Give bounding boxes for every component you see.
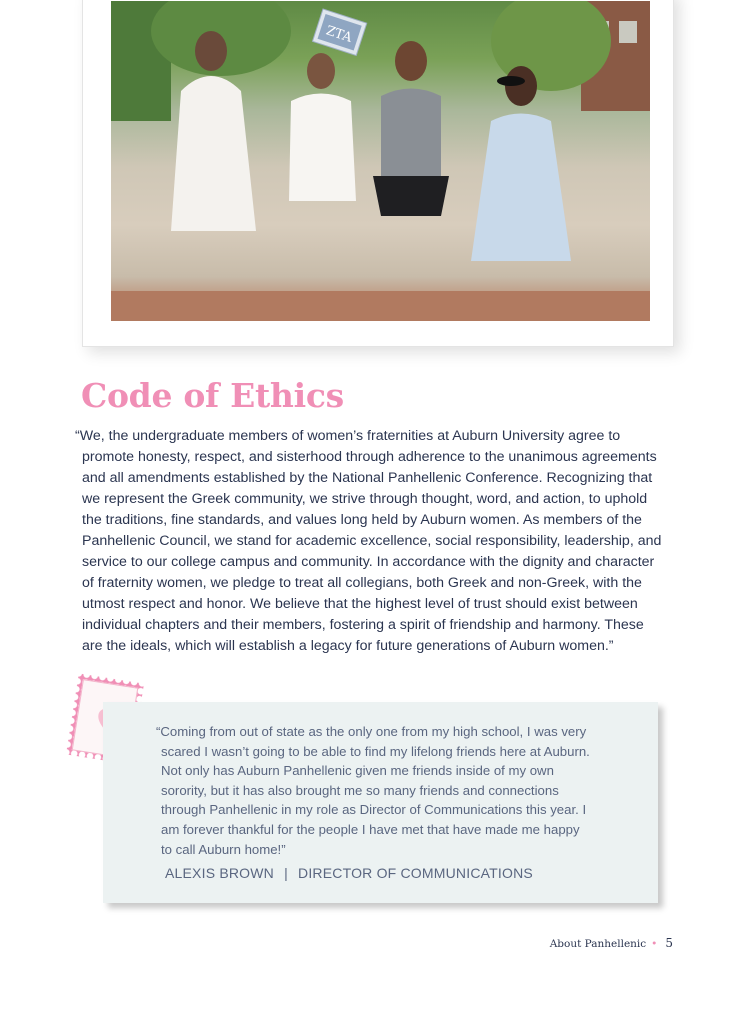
testimonial-attribution (165, 865, 533, 881)
section-heading: Code of Ethics (81, 376, 344, 415)
page-footer (550, 936, 673, 950)
testimonial-box (103, 702, 658, 903)
author-name: ALEXIS BROWN (165, 865, 274, 881)
author-role: DIRECTOR OF COMMUNICATIONS (298, 865, 533, 881)
attribution-separator: | (284, 865, 288, 881)
zta-sign (312, 9, 366, 56)
footer-bullet: • (651, 938, 658, 950)
code-of-ethics-text: “We, the undergraduate members of women’s fraternities at Auburn University agree to promote honesty, respect, and sisterhood through adherence to the unanimous agreements and all amendments established by the National Panhellenic Conference. Recognizing that we represent the Greek community, we strive through thought, word, and action, to uphold the traditions, fine standards, and values long held by Auburn women. As members of the Panhellenic Council, we stand for academic excellence, social responsibility, leadership, and service to our college campus and community. In accordance with the dignity and character of fraternity women, we pledge to treat all collegians, both Greek and non-Greek, with the utmost respect and honor. We believe that the highest level of trust should exist between individual chapters and their members, fostering a spirit of friendship and harmony. These are the ideals, which will establish a legacy for future generations of Auburn women.” (75, 428, 662, 654)
rush-photo (111, 1, 650, 321)
photo-frame (82, 0, 674, 347)
svg-text:ZTA: ZTA (323, 23, 354, 46)
photo-illustration (111, 1, 650, 321)
testimonial-quote: “Coming from out of state as the only one from my high school, I was very scared I wasn’t going to be able to find my lifelong friends here at Auburn. Not only has Auburn Panhellenic given me friends inside of my own sorority, but it has also brought me so many friends and connections through Panhellenic in my role as Director of Communications this year. I am forever thankful for the people I have met that have made me happy to call Auburn home!” (156, 724, 590, 857)
page-number: 5 (665, 936, 673, 950)
footer-section-name: About Panhellenic (549, 938, 647, 950)
